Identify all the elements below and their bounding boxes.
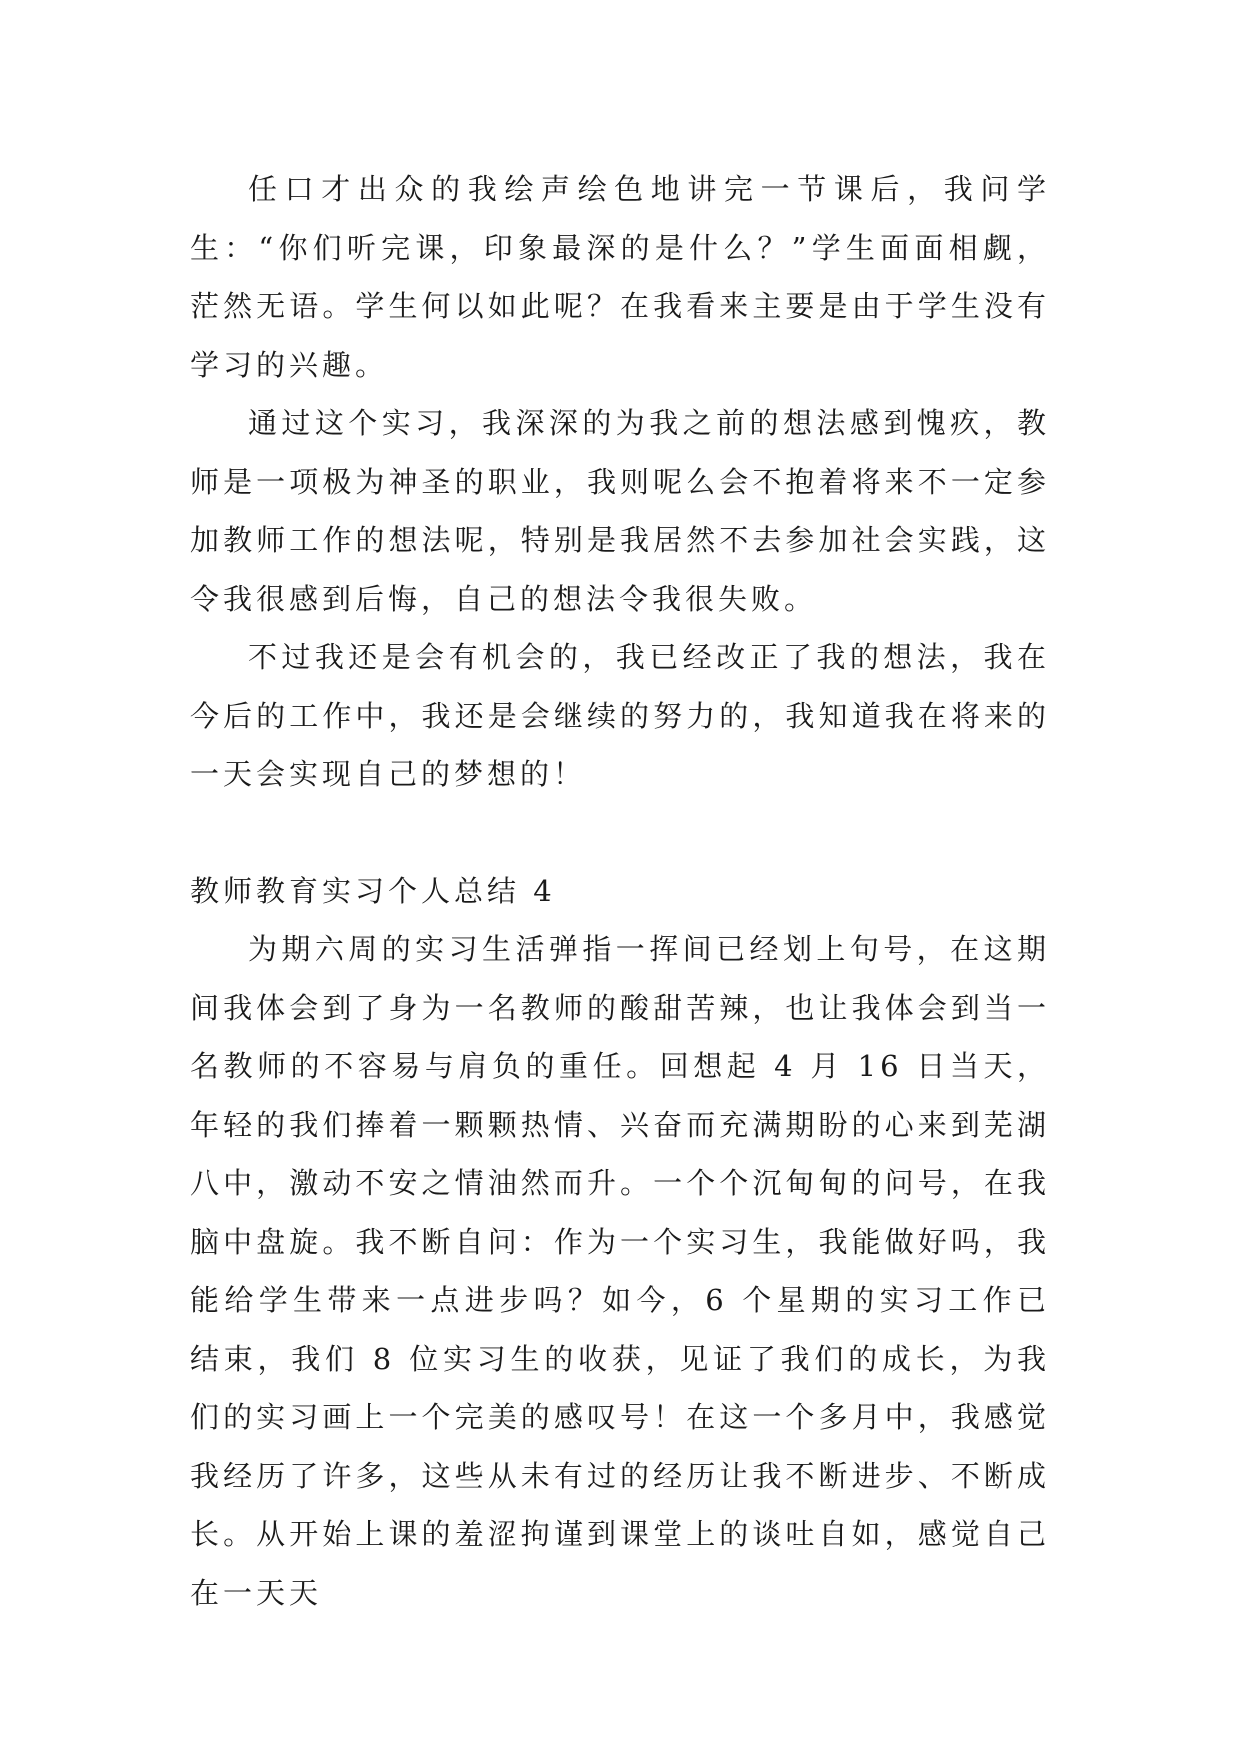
paragraph-reflection: 通过这个实习，我深深的为我之前的想法感到愧疚，教师是一项极为神圣的职业，我则呢么会不抱着将来不一定参加教师工作的想法呢，特别是我居然不去参加社会实践，这令我很感到后悔，自己的想法令我很失败。: [190, 406, 1050, 616]
section-heading: 教师教育实习个人总结 4: [190, 873, 556, 908]
paragraph-interest: 任口才出众的我绘声绘色地讲完一节课后，我问学生：“你们听完课，印象最深的是什么？”学生面面相觑，茫然无语。学生何以如此呢？在我看来主要是由于学生没有学习的兴趣。: [190, 172, 1050, 382]
document-body: [190, 160, 1050, 1622]
paragraph-summary: 为期六周的实习生活弹指一挥间已经划上句号，在这期间我体会到了身为一名教师的酸甜苦辣，也让我体会到当一名教师的不容易与肩负的重任。回想起 4 月 16 日当天，年轻的我们捧着一颗颗热情、兴奋而充满期盼的心来到芜湖八中，激动不安之情油然而升。一个个沉甸甸的问号，在我脑中盘旋。我不断自问：作为一个实习生，我能做好吗，我能给学生带来一点进步吗？如今，6 个星期的实习工作已结束，我们 8 位实习生的收获，见证了我们的成长，为我们的实习画上一个完美的感叹号！在这一个多月中，我感觉我经历了许多，这些从未有过的经历让我不断进步、不断成长。从开始上课的羞涩拘谨到课堂上的谈吐自如，感觉自己在一天天: [190, 932, 1050, 1610]
paragraph-resolve: 不过我还是会有机会的，我已经改正了我的想法，我在今后的工作中，我还是会继续的努力的，我知道我在将来的一天会实现自己的梦想的！: [190, 640, 1050, 791]
